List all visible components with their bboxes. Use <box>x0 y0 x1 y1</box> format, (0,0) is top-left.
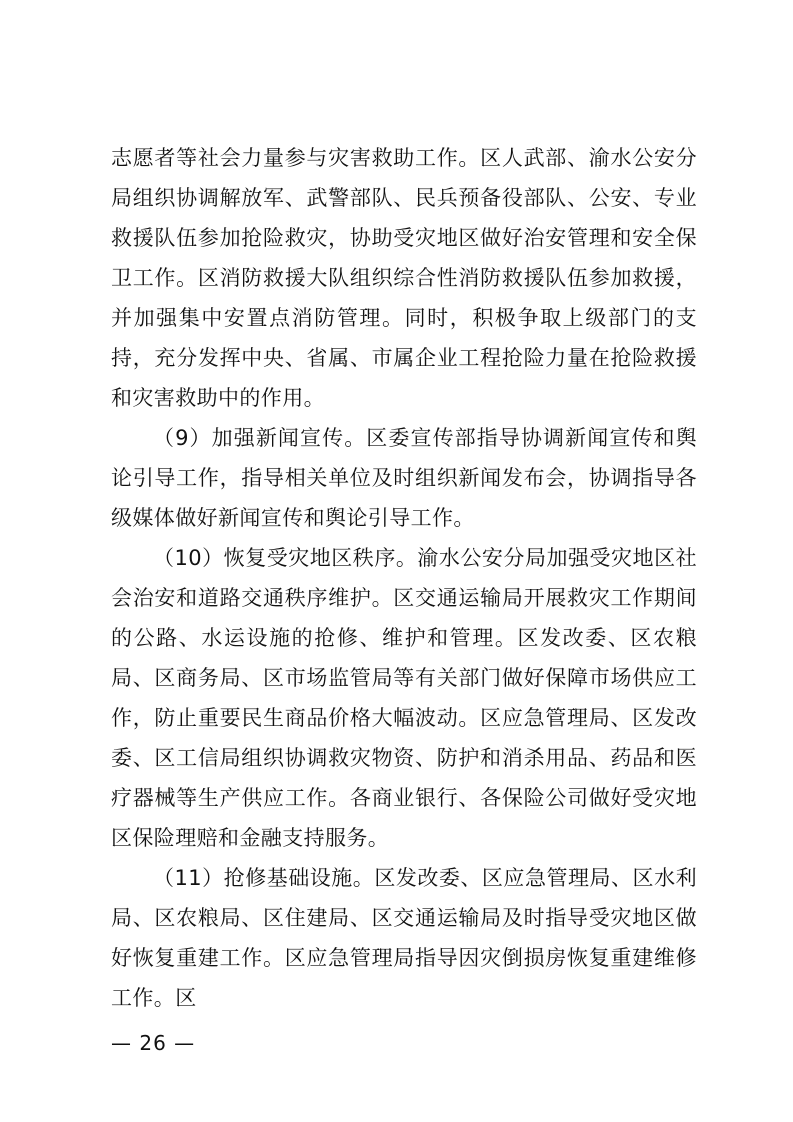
page-number: — 26 — <box>111 1031 196 1055</box>
body-text <box>111 138 697 1018</box>
paragraph-continuation: 志愿者等社会力量参与灾害救助工作。区人武部、渝水公安分局组织协调解放军、武警部队、民兵预备役部队、公安、专业救援队伍参加抢险救灾，协助受灾地区做好治安管理和安全保卫工作。区消防救援大队组织综合性消防救援队伍参加救援，并加强集中安置点消防管理。同时，积极争取上级部门的支持，充分发挥中央、省属、市属企业工程抢险力量在抢险救援和灾害救助中的作用。 <box>111 146 697 410</box>
paragraph-item-11: （11）抢修基础设施。区发改委、区应急管理局、区水利局、区农粮局、区住建局、区交通运输局及时指导受灾地区做好恢复重建工作。区应急管理局指导因灾倒损房恢复重建维修工作。区 <box>111 866 697 1010</box>
paragraph-item-9: （9）加强新闻宣传。区委宣传部指导协调新闻宣传和舆论引导工作，指导相关单位及时组织新闻发布会，协调指导各级媒体做好新闻宣传和舆论引导工作。 <box>111 426 697 530</box>
paragraph-item-10: （10）恢复受灾地区秩序。渝水公安分局加强受灾地区社会治安和道路交通秩序维护。区交通运输局开展救灾工作期间的公路、水运设施的抢修、维护和管理。区发改委、区农粮局、区商务局、区市场监管局等有关部门做好保障市场供应工作，防止重要民生商品价格大幅波动。区应急管理局、区发改委、区工信局组织协调救灾物资、防护和消杀用品、药品和医疗器械等生产供应工作。各商业银行、各保险公司做好受灾地区保险理赔和金融支持服务。 <box>111 546 697 850</box>
